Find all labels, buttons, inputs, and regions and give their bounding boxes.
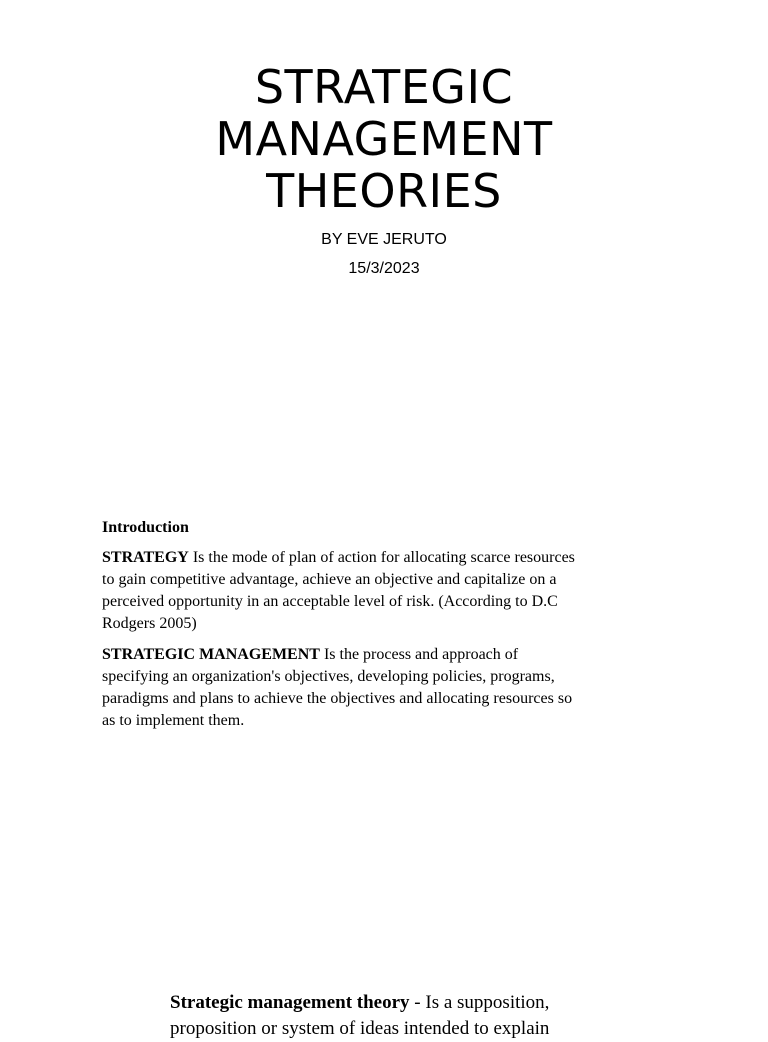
title-line-3: THEORIES (266, 164, 502, 218)
document-title (0, 61, 768, 217)
theory-term: Strategic management theory (170, 992, 410, 1013)
strategy-definition (102, 547, 582, 635)
introduction-section (102, 517, 582, 741)
author-line: BY EVE JERUTO (321, 231, 447, 248)
strategic-management-theory-definition (170, 990, 600, 1042)
title-line-1: STRATEGIC (254, 60, 514, 114)
theory-text: - Is a supposition, proposition or system of ideas intended to explain (170, 992, 550, 1039)
strategy-text: Is the mode of plan of action for allocating scarce resources to gain competitive advantage, achieve an objective and capitalize on a perceived opportunity in an acceptable level of risk. (According to D.C Rodgers 2005) (102, 549, 575, 632)
title-line-2: MANAGEMENT (215, 112, 553, 166)
introduction-heading: Introduction (102, 519, 189, 536)
strategic-management-definition (102, 644, 582, 732)
strategic-management-term: STRATEGIC MANAGEMENT (102, 646, 320, 663)
strategic-management-text: Is the process and approach of specifying an organization's objectives, developing policies, programs, paradigms and plans to achieve the objectives and allocating resources so as to implement them. (102, 646, 573, 729)
strategy-term: STRATEGY (102, 549, 189, 566)
date-line: 15/3/2023 (348, 260, 420, 277)
